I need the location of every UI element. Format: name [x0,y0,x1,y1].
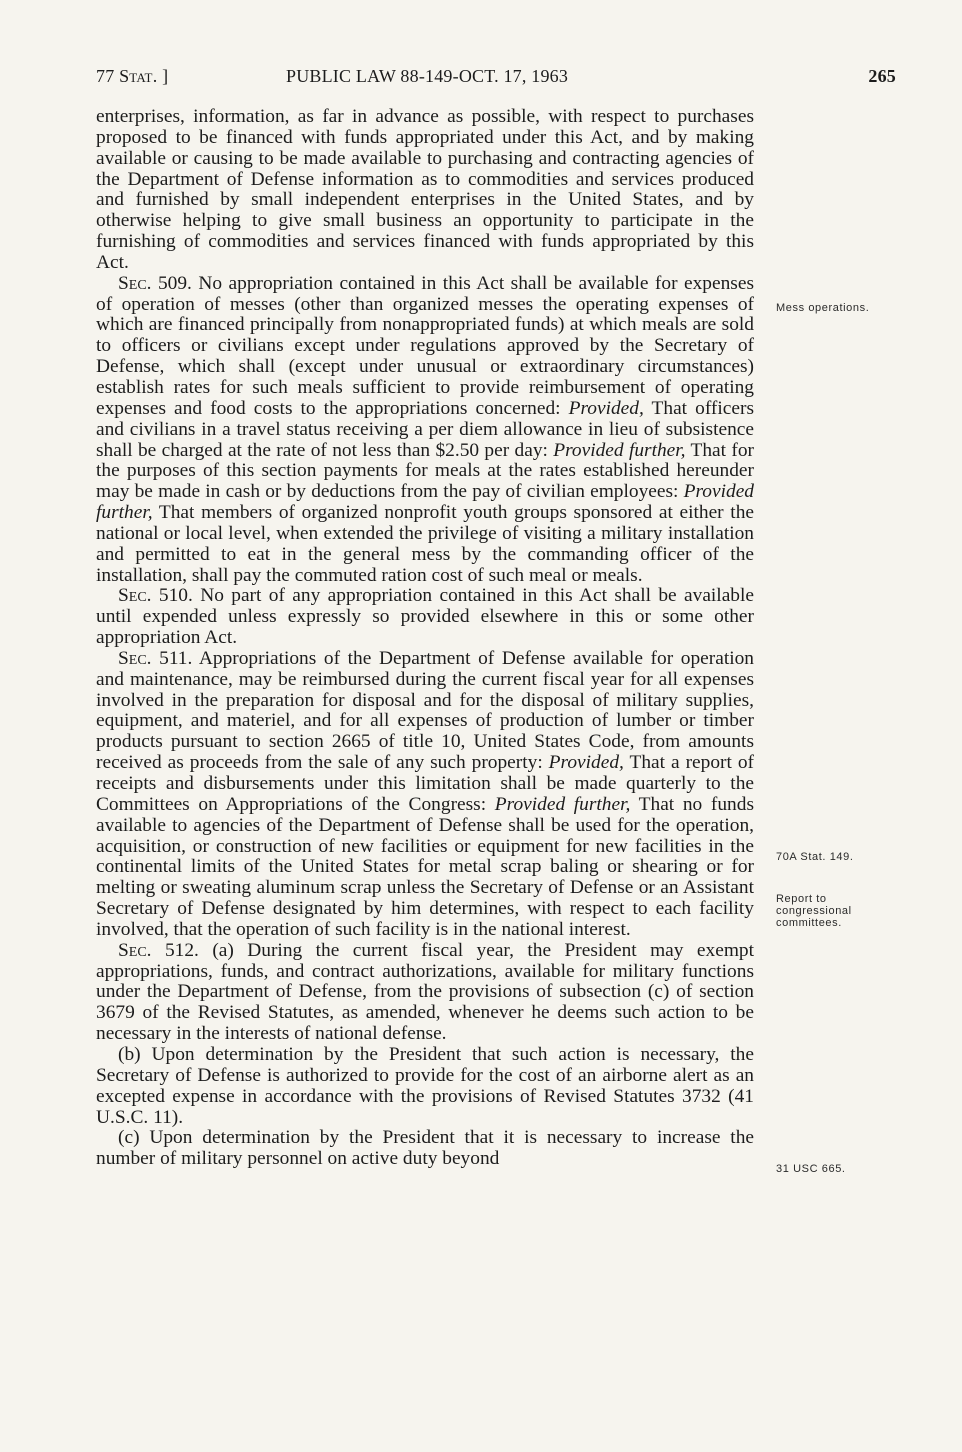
section-text: (a) During the current fiscal year, the President may exempt appropriations, funds, and contract authorizations, available for military functions under the Department of Defense, from the provisions of subsection (c) of section 3679 of the Revised Statutes, as amended, whenever he deems such action to be necessary in the interests of national defense. [96,939,754,1045]
section-text: Appropriations of the Department of Defense available for operation and maintenance, may be reimbursed during the current fiscal year for all expenses involved in the preparation for disposal and for the disposal of military supplies, equipment, and materiel, and for all expenses of production of lumber or timber products pursuant to section 2665 of title 10, United States Code, from amounts received as proceeds from the sale of any such property: [96,647,754,774]
section-label: Sec. 510. [118,585,193,607]
running-header [96,66,896,92]
body-text [96,107,754,1170]
proviso-term: Provided, [548,752,624,774]
section-text: That no funds available to agencies of the Department of Defense shall be used for the operation, acquisition, or construction of new facilities or equipment for new facilities in the continental limits of the United States for metal scrap baling or shearing or for melting or sweating aluminum scrap unless the Secretary of Defense or an Assistant Secretary of Defense designated by him determines, with respect to each facility involved, that the operation of such facility is in the national interest. [96,793,754,940]
section-509 [96,274,754,587]
proviso-term: Provided further, [96,481,754,524]
section-text: That officers and civilians in a travel status receiving a per diem allowance in lieu of subsistence shall be charged at the rate of not less than $2.50 per day: [96,397,754,461]
margin-note-stat-citation: 70A Stat. 149. [776,851,854,863]
section-511 [96,649,754,941]
header-title: PUBLIC LAW 88-149-OCT. 17, 1963 [286,66,569,86]
section-510 [96,586,754,649]
margin-note-report-committees: Report to congressional committees. [776,893,852,929]
section-text: No appropriation contained in this Act shall be available for expenses of operation of messes (other than organized messes the operating expenses of which are financed principally from nonappropriated funds) at which meals are sold to officers or civilians except under regulations approved by the Secretary of Defense, which shall (except under unusual or extraordinary circumstances) establish rates for such meals sufficient to provide reimbursement of operating expenses and food costs to the appropriations concerned: [96,272,754,419]
section-text: That members of organized nonprofit youth groups sponsored at either the national or local level, when extended the privilege of visiting a military installation and permitted to eat in the general mess by the commanding officer of the installation, shall pay the commuted ration cost of such meal or meals. [96,502,754,586]
section-label: Sec. 512. [118,939,199,961]
margin-note-usc-citation: 31 USC 665. [776,1163,846,1175]
proviso-term: Provided, [568,397,644,419]
section-text: That for the purposes of this section payments for meals at the rates established hereunder may be made in cash or by deductions from the pay of civilian employees: [96,439,754,503]
section-512c: (c) Upon determination by the President that it is necessary to increase the number of military personnel on active duty beyond [96,1127,754,1170]
section-text: That a report of receipts and disbursements under this limitation shall be made quarterly to the Committees on Appropriations of the Congress: [96,752,754,815]
margin-note-mess-operations: Mess operations. [776,302,870,314]
volume-citation: 77 Stat. ] [96,66,169,86]
page-number: 265 [868,66,896,86]
section-label: Sec. 511. [118,647,193,669]
proviso-term: Provided further, [553,439,686,461]
section-text: No part of any appropriation contained in this Act shall be available until expended unless expressly so provided elsewhere in this or some other appropriation Act. [96,585,754,649]
continuation-paragraph: enterprises, information, as far in advance as possible, with respect to purchases proposed to be financed with funds appropriated under this Act, and by making available or causing to be made available to purchasing and contracting agencies of the Department of Defense information as to commodities and services produced and furnished by small independent enterprises in the United States, and by otherwise helping to give small business an opportunity to participate in the furnishing of commodities and services financed with funds appropriated by this Act. [96,106,754,273]
proviso-term: Provided further, [494,793,631,815]
section-512b: (b) Upon determination by the President that such action is necessary, the Secretary of Defense is authorized to provide for the cost of an airborne alert as an excepted expense in accordance with the provisions of Revised Statutes 3732 (41 U.S.C. 11). [96,1043,754,1128]
section-512a [96,941,754,1045]
section-label: Sec. 509. [118,272,192,294]
